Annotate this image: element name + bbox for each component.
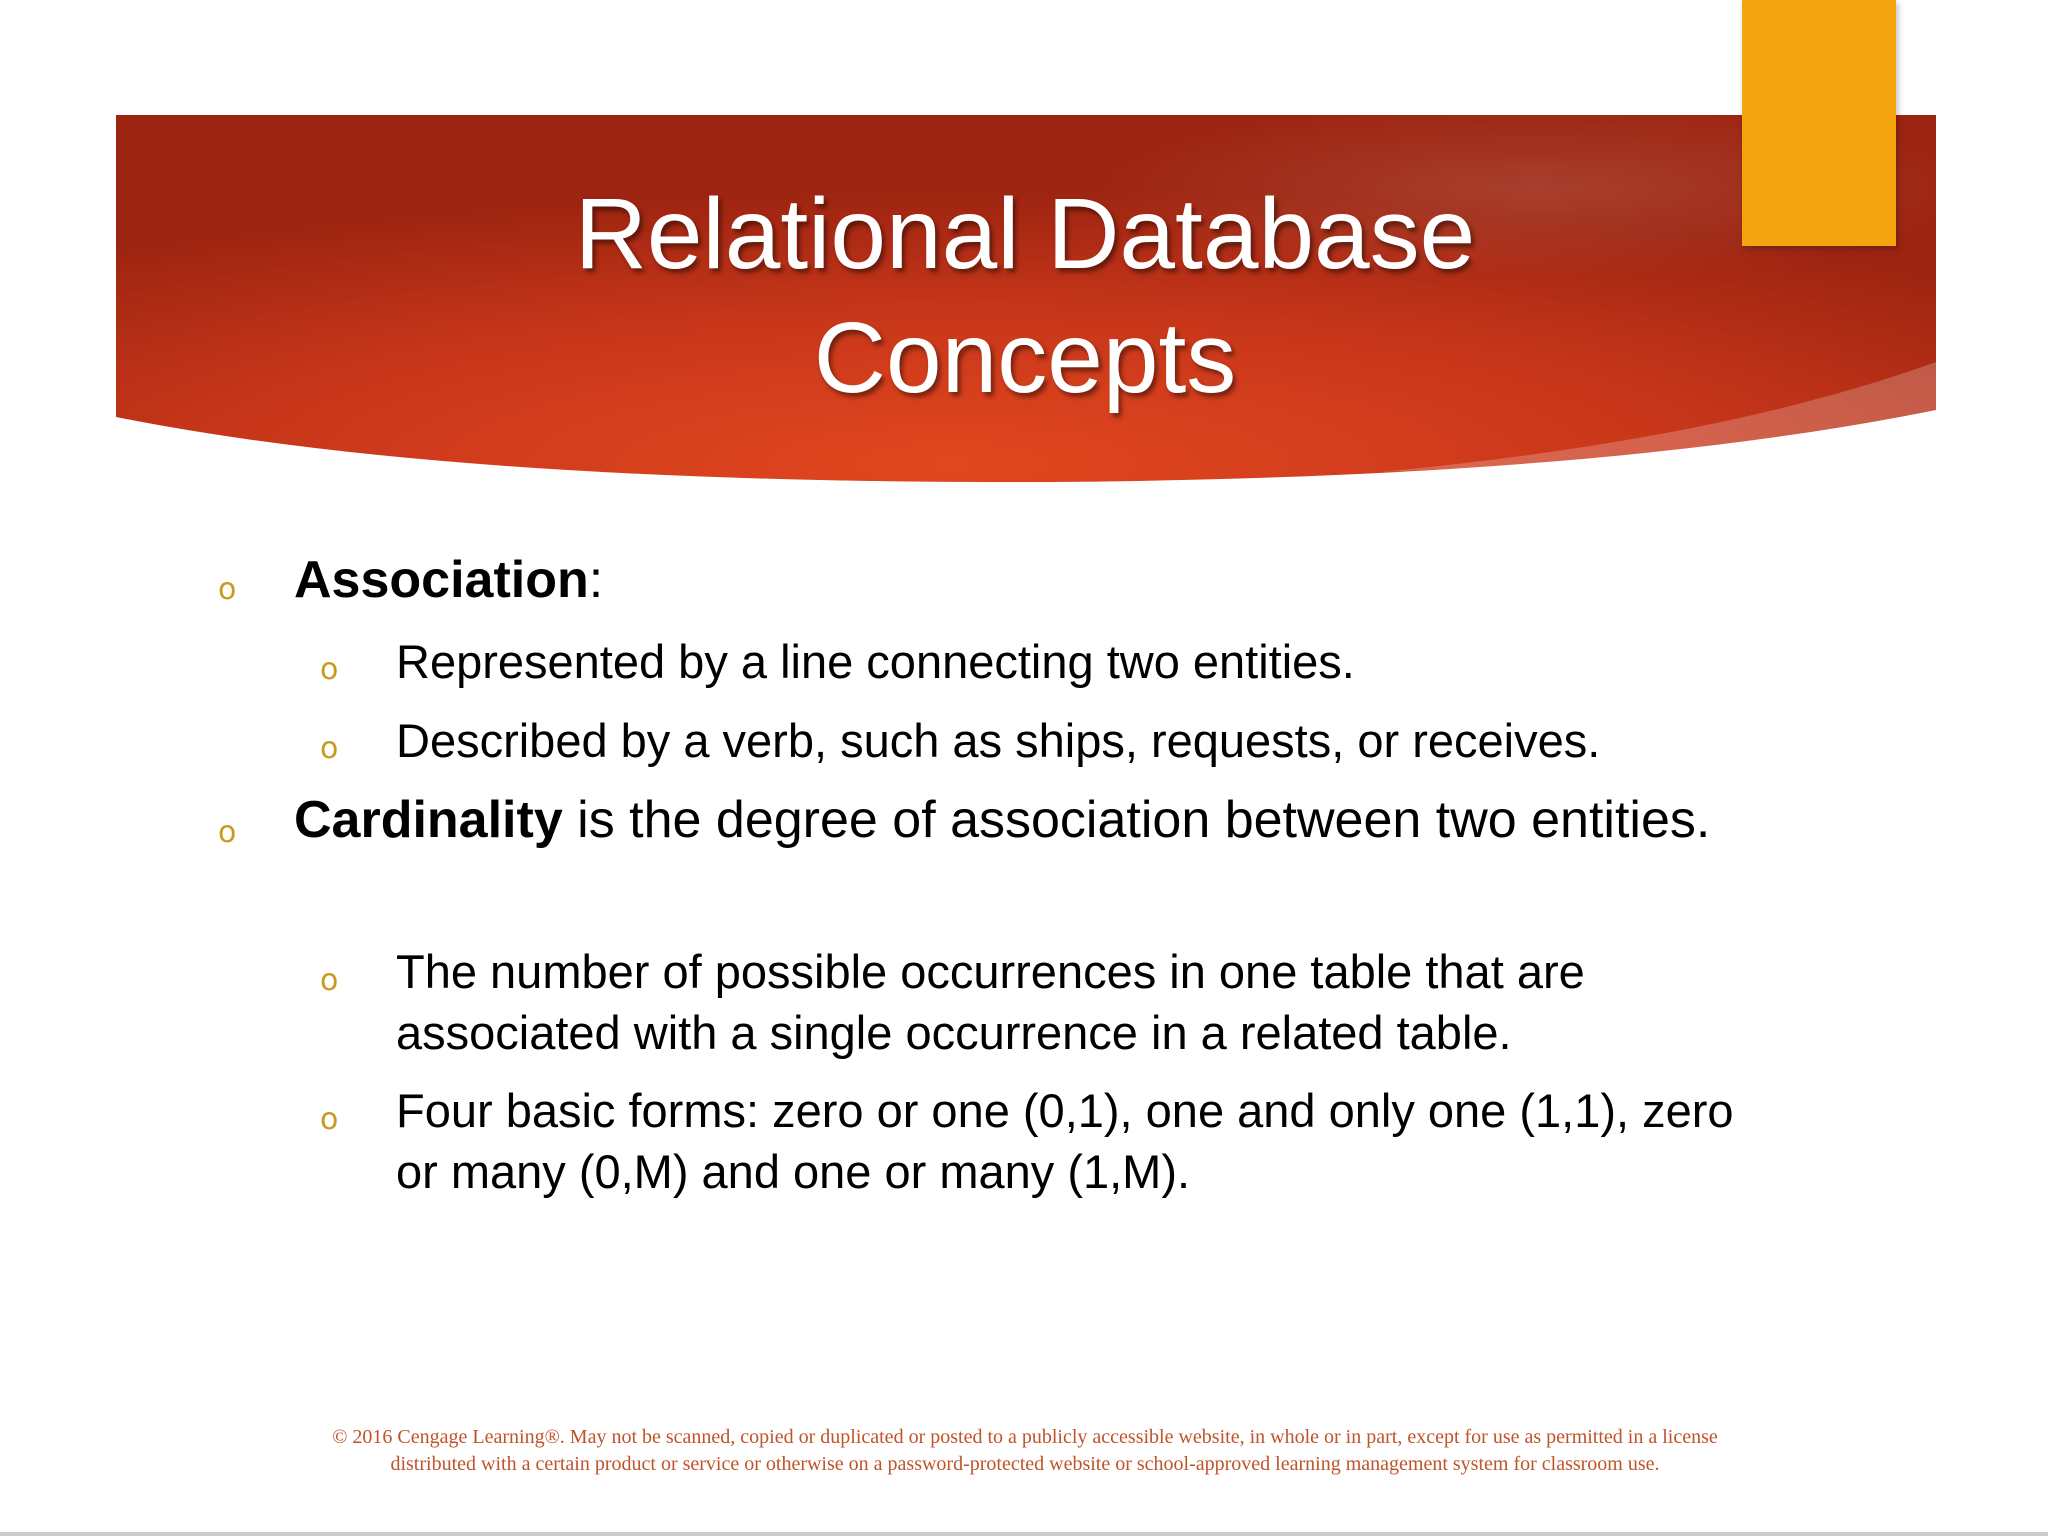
sub-bullet-four-basic-forms: Four basic forms: zero or one (0,1), one and only one (1,1), zero or many (0,M) and one or many (1,M). xyxy=(396,1084,1734,1198)
copyright-line-1: © 2016 Cengage Learning®. May not be scanned, copied or duplicated or posted to a publicly accessible website, in whole or in part, except for use as permitted in a license xyxy=(332,1426,1718,1448)
bullet-marker: o xyxy=(320,731,339,766)
term-cardinality: Cardinality xyxy=(294,791,563,849)
bullet-marker: o xyxy=(320,963,339,998)
bottom-border xyxy=(0,1532,2048,1536)
bullet-marker: o xyxy=(218,815,237,850)
sub-bullet-number-of-occurrences: The number of possible occurrences in one table that are associated with a single occurrence in a related table. xyxy=(396,945,1585,1059)
sub-bullet-represented: Represented by a line connecting two entities. xyxy=(396,635,1355,688)
bullet-marker: o xyxy=(320,1102,339,1137)
bullet-association-rest: : xyxy=(588,551,604,609)
bullet-cardinality xyxy=(294,786,1774,854)
term-association: Association xyxy=(294,551,589,609)
bullet-marker: o xyxy=(218,572,237,607)
sub-bullet-described: Described by a verb, such as ships, requests, or receives. xyxy=(396,714,1601,767)
copyright-line-2: distributed with a certain product or service or otherwise on a password-protected website or school-approved learning management system for classroom use. xyxy=(390,1453,1660,1475)
copyright-footer xyxy=(180,1424,1870,1478)
bullet-cardinality-rest: is the degree of association between two entities. xyxy=(562,791,1711,849)
slide-title-line-2: Concepts xyxy=(813,302,1237,414)
slide-title-line-1: Relational Database xyxy=(574,178,1476,290)
bullet-association xyxy=(294,546,1774,614)
bullet-marker: o xyxy=(320,652,339,687)
